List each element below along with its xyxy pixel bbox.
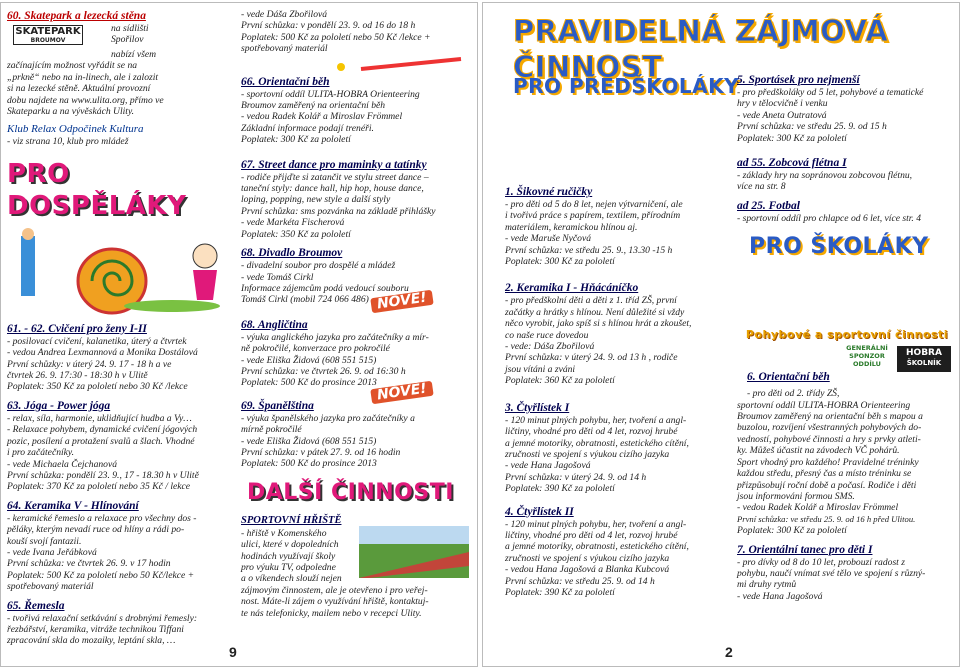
right-col-1: 1. Šikovné ručičky - pro děti od 5 do 8 let, nejen výtvarničení, ale i tvořivá práce s papírem, textilem, přírodním materiálem, keramickou hlínou aj. - vede Maruše Nyčová První schůzka: ve středu 25. 9., 13.30 -15 h Poplatek: 300 Kč za pololetí 2. Keramika I - Hňácáníčko - pro předškolní děti a děti z 1. tříd ZŠ, první začátky a hrátky s hlínou. Není důležité si vždy něco vyrobit, jako spíš si s hlínou hrát a zkoušet, co naše ruce dovedou - vede: Dáša Zbořilová První schůzka: v úterý 24. 9. od 13 h , rodiče jsou vítáni a zváni Poplatek: 360 Kč za pololetí 3. Čtyřlístek I - 120 minut plných pohybu, her, tvoření a angl- ličtiny, vhodné pro děti od 4 let, rozvoj hrubé a jemné motoriky, obratnosti, estetického cítění, zručnosti ve spojení s výukou cizího jazyka - vede Hana Jagošová První schůzka: v úterý 24. 9. od 14 h Poplatek: 390 Kč za pololetí 4. Čtyřlístek II - 120 minut plných pohybu, her, tvoření a angl- ličtiny, vhodné pro děti od 4 let, rozvoj hrubé a jemné motoriky, obratnosti, estetického cítění, zručnosti ve spojení s výukou cizího jazyka - vedou Hana Jagošová a Blanka Kubcová První schůzka: ve středu 25. 9. od 14 h Poplatek: 390 Kč za pololetí bbox=[505, 185, 731, 598]
heading-pro-skolaky: PRO ŠKOLÁKY bbox=[749, 234, 929, 260]
heading-pohybove: Pohybové a sportovní činnosti bbox=[745, 328, 949, 342]
section-title: 2. Keramika I - Hňácáníčko bbox=[505, 282, 639, 295]
section-title: 63. Jóga - Power jóga bbox=[7, 399, 111, 412]
section-title: 64. Keramika V - Hlínování bbox=[7, 499, 139, 512]
section-title: ad 55. Zobcová flétna I bbox=[737, 157, 847, 170]
section-title: 69. Španělština bbox=[241, 399, 314, 412]
skatepark-logo: SKATEPARK BROUMOV bbox=[13, 25, 83, 45]
section-title: 1. Šikovné ručičky bbox=[505, 186, 593, 198]
pencil-illustration bbox=[241, 55, 469, 75]
section-title: 61. - 62. Cvičení pro ženy I-II bbox=[7, 322, 147, 335]
heading-dalsi-cinnosti: DALŠÍ ČINNOSTI bbox=[247, 479, 454, 505]
section-title: 68. Angličtina bbox=[241, 318, 308, 331]
section-title: 67. Street dance pro maminky a tatínky bbox=[241, 158, 427, 171]
hobra-logo: HOBRA ŠKOLNÍK bbox=[897, 346, 951, 372]
page-number: 2 bbox=[725, 644, 733, 660]
section-title: 4. Čtyřlístek II bbox=[505, 505, 574, 518]
sponsor-label: GENERÁLNÍ SPONZOR ODDÍLU bbox=[846, 344, 888, 369]
section-title: 3. Čtyřlístek I bbox=[505, 401, 570, 414]
heading-pro-dospelaky: PRO DOSPĚLÁKY bbox=[7, 158, 187, 221]
left-col-2: - vede Dáša Zbořilová První schůzka: v pondělí 23. 9. od 16 do 18 h Poplatek: 500 Kč za pololetí nebo 50 Kč /lekce + spotřebovaný materiál 66. Orientační běh - sportovní oddíl ULITA-HOBRA Orienteering Broumov zaměřený na orientační běh - vedou Radek Kolář a Miroslav Frömmel Základní informace podají trenéři. Poplatek: 300 Kč za pololetí 67. Street dance pro maminky a tatínky - rodiče přijďte si zatančit ve stylu street dance – taneční styly: dance hall, hip hop, house dance, loping, popping, new style a další styly První schůzka: sms pozvánka na základě přihlášky - vede Markéta Fischerová Poplatek: 350 Kč za pololetí 68. Divadlo Broumov - divadelní soubor pro dospělé a mládež - vede Tomáš Cirkl Informace zájemcům podá vedoucí souboru Tomáš Cirkl (mobil 724 066 486) NOVĚ! 68. Angličtina - výuka anglického jazyka pro začátečníky a mír- ně pokročilé, konverzace pro pokročilé - vede Eliška Židová (608 551 515) První schůzka: ve čtvrtek 26. 9. od 16:30 h Poplatek: 500 Kč do prosince 2013 NOVĚ! 69. Španělština - výuka španělského jazyka pro začátečníky a mírně pokročilé - vede Eliška Židová (608 551 515) První schůzka: v pátek 27. 9. od 16 hodin Poplatek: 500 Kč do prosince 2013 DALŠÍ ČINNOSTI SPORTOVNÍ HŘIŠTĚ - hřiště v Komenského ulici, které v dopoledních hodinách využívají školy pro výuku TV, odpoledne a o víkendech slouží nejen zájmovým činnostem, ale je otevřeno i pro veřej- nost. Máte-li zájem o využívání hřiště, kontaktuj- te nás telefonicky, mailem nebo v recepci Ulity. bbox=[241, 9, 469, 619]
main-heading: PRAVIDELNÁ ZÁJMOVÁ ČINNOST bbox=[513, 14, 889, 84]
heading-pro-predskolaky: PRO PŘEDŠKOLÁKY bbox=[513, 74, 740, 98]
nove-badge: NOVĚ! bbox=[370, 289, 433, 313]
section-title: 66. Orientační běh bbox=[241, 75, 330, 88]
playground-photo bbox=[359, 526, 469, 578]
nove-badge: NOVĚ! bbox=[370, 381, 433, 405]
section-title: ad 25. Fotbal bbox=[737, 199, 800, 212]
krok-title: Klub Relax Odpočinek Kultura bbox=[7, 123, 144, 136]
section-title: 68. Divadlo Broumov bbox=[241, 247, 343, 260]
section-title: SPORTOVNÍ HŘIŠTĚ bbox=[241, 514, 342, 526]
left-page bbox=[0, 2, 478, 667]
snail-illustration bbox=[7, 226, 231, 318]
section-title: 6. Orientační běh bbox=[747, 371, 830, 384]
section-title: 5. Sportásek pro nejmenší bbox=[737, 74, 860, 86]
left-col-1: 60. Skatepark a lezecká stěna SKATEPARK BROUMOV na sídlišti Spořilov nabízí všem začínajícím možnost vyřádit se na „prkně“ nebo na in-linech, ale i zalozit si na lezecké stěně. Aktuální provozní dobu najdete na www.ulita.org, přímo ve Skateparku a na vývěskách Ulity. Klub Relax Odpočinek Kultura - viz strana 10, klub pro mládež PRO DOSPĚLÁKY 61. - 62. Cvičení pro ženy I-II - posilovací cvičení, kalanetika, úterý a čtvrtek - vedou Andrea Lexmannová a Monika Dostálová První schůzky: v úterý 24. 9. 17 - 18 h a ve čtvrtek 26. 9. 17:30 - 18:30 h v Ulitě Poplatek: 350 Kč za pololetí nebo 30 Kč /lekce 63. Jóga - Power jóga - relax, síla, harmonie, uklidňující hudba a Vy… - Relaxace pohybem, dynamické cvičení jógových pozic, posílení a protažení svalů a šlach. Vhodné i pro začátečníky. - vede Michaela Čejchanová První schůzka: pondělí 23. 9., 17 - 18.30 h v Ulitě Poplatek: 370 Kč za pololetí nebo 35 Kč / lekce 64. Keramika V - Hlínování - keramické řemeslo a relaxace pro všechny dos - pěláky, kterým nevadí ruce od hlíny a rádi po- kouší svojí fantazii. - vede Ivana Jeřábková První schůzka: ve čtvrtek 26. 9. v 17 hodin Poplatek: 500 Kč za pololetí nebo 50 Kč/lekce + spotřebovaný materiál 65. Řemesla - tvořivá relaxační setkávání s drobnými řemesly: řezbářství, keramika, vitráže technikou Tiffani zpracování skla do mozaiky, leptání skla, … bbox=[7, 9, 231, 647]
section-title: 7. Orientální tanec pro děti I bbox=[737, 543, 873, 556]
page-number: 9 bbox=[229, 644, 237, 660]
right-col-2: 5. Sportásek pro nejmenší - pro předškoláky od 5 let, pohybové a tematické hry v tělocvičně i venku - vede Aneta Outratová První schůzka: ve středu 25. 9. od 15 h Poplatek: 300 Kč za pololetí ad 55. Zobcová flétna I - základy hry na sopránovou zobcovou flétnu, více na str. 8 ad 25. Fotbal - sportovní oddíl pro chlapce od 6 let, více str. 4 PRO ŠKOLÁKY Pohybové a sportovní činnosti GENERÁLNÍ SPONZOR ODDÍLU HOBRA ŠKOLNÍK 6. Orientační běh - pro děti od 2. třídy ZŠ, sportovní oddíl ULITA-HOBRA Orienteering Broumov zaměřený na orientační běh s mapou a buzolou, rozvíjení všestranných pohybových do- vedností, pohybové činnosti a hry s prvky atleti- ky. Můžeš účastit na závodech VČ pohárů. Sport vhodný pro každého! Pravidelné tréninky každou středu, přesný čas a místo tréninku se přizpůsobují roční době a počasí. Rodiče i děti jsou informováni formou SMS. - vedou Radek Kolář a Miroslav Frömmel První schůzka: ve středu 25. 9. od 16 h před Ulitou. Poplatek: 300 Kč za pololetí 7. Orientální tanec pro děti I - pro dívky od 8 do 10 let, probouzí radost z pohybu, naučí vnímat své tělo ve spojení s různý- mi druhy rytmů - vede Hana Jagošová bbox=[737, 73, 957, 602]
section-title: 60. Skatepark a lezecká stěna bbox=[7, 10, 146, 22]
right-page bbox=[482, 2, 960, 667]
section-title: 65. Řemesla bbox=[7, 599, 65, 612]
